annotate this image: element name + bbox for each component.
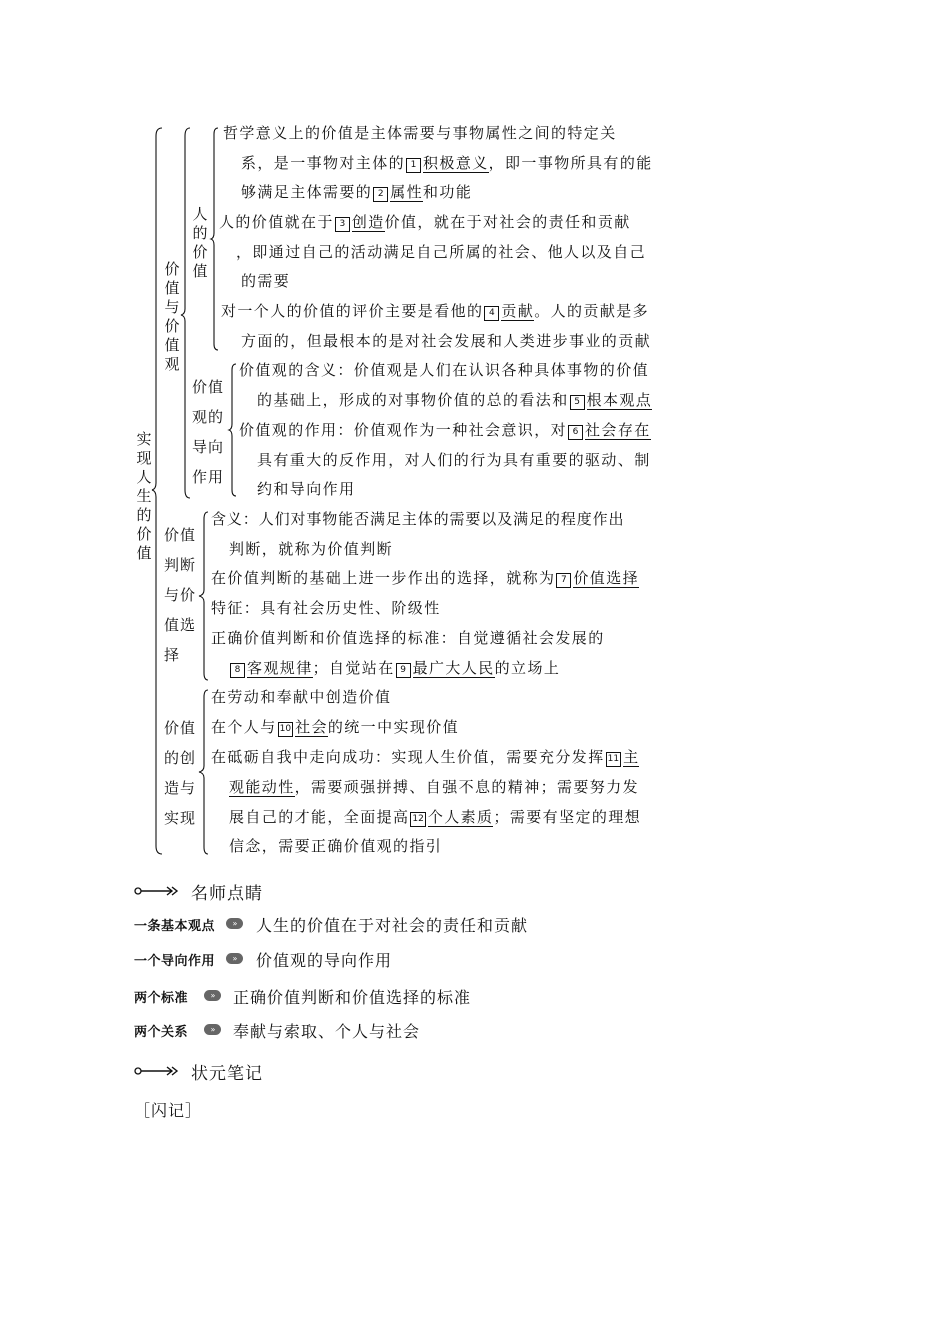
double-arrow-icon: » bbox=[226, 918, 243, 929]
subgroup2-brace bbox=[228, 364, 238, 496]
answer-value-choice: 价值选择 bbox=[573, 569, 640, 587]
line-20: 在劳动和奉献中创造价值 bbox=[211, 688, 392, 706]
blank-number-9: 9 bbox=[396, 663, 411, 678]
blank-number-10: 10 bbox=[278, 722, 293, 737]
line-21: 在个人与 10 社会的统一中实现价值 bbox=[211, 718, 460, 736]
root-label: 实现人生的价值 bbox=[136, 430, 152, 562]
answer-subjective-initiative-part2: 观能动性 bbox=[229, 778, 295, 796]
summary-key-1: 一条基本观点 bbox=[134, 919, 216, 934]
line-6: 的需要 bbox=[241, 272, 291, 290]
group1-brace bbox=[180, 128, 192, 498]
line-8: 方面的，但最根本的是对社会发展和人类进步事业的贡献 bbox=[241, 332, 652, 350]
summary-value-2: 价值观的导向作用 bbox=[256, 951, 393, 970]
blank-number-11: 11 bbox=[606, 752, 621, 767]
answer-objective-law: 客观规律 bbox=[247, 659, 313, 677]
blank-number-3: 3 bbox=[335, 217, 350, 232]
blank-number-2: 2 bbox=[373, 187, 388, 202]
summary-key-3: 两个标准 bbox=[134, 991, 189, 1006]
arrow-bullet-icon bbox=[134, 882, 180, 901]
double-arrow-icon: » bbox=[226, 953, 243, 964]
blank-number-7: 7 bbox=[556, 573, 571, 588]
answer-attribute: 属性 bbox=[390, 183, 424, 201]
line-24: 展自己的才能，全面提高 12 个人素质；需要有坚定的理想 bbox=[229, 808, 642, 826]
line-5: ，即通过自己的活动满足自己所属的社会、他人以及自己 bbox=[236, 243, 647, 261]
blank-number-12: 12 bbox=[410, 812, 425, 827]
answer-social-existence: 社会存在 bbox=[585, 421, 651, 439]
line-25: 信念，需要正确价值观的指引 bbox=[229, 837, 443, 855]
double-arrow-icon: » bbox=[204, 1024, 221, 1035]
line-9: 价值观的含义：价值观是人们在认识各种具体事物的价值 bbox=[239, 361, 650, 379]
blank-number-4: 4 bbox=[484, 306, 499, 321]
line-22: 在砥砺自我中走向成功：实现人生价值，需要充分发挥 11 主 bbox=[211, 748, 640, 766]
subgroup1-brace bbox=[210, 128, 220, 350]
line-1: 哲学意义上的价值是主体需要与事物属性之间的特定关 bbox=[223, 124, 617, 142]
line-10: 的基础上，形成的对事物价值的总的看法和 5 根本观点 bbox=[257, 391, 653, 409]
line-17: 特征：具有社会历史性、阶级性 bbox=[211, 599, 441, 617]
answer-basic-view: 根本观点 bbox=[586, 391, 653, 409]
group-label-creation-realization: 价值 的创 造与 实现 bbox=[164, 719, 197, 827]
line-16: 在价值判断的基础上进一步作出的选择，就称为 7 价值选择 bbox=[211, 569, 640, 587]
line-19: 8 客观规律；自觉站在 9 最广大人民的立场上 bbox=[229, 657, 560, 679]
section-title-top-scholar-notes: 状元笔记 bbox=[191, 1064, 263, 1084]
summary-value-3: 正确价值判断和价值选择的标准 bbox=[233, 988, 472, 1007]
answer-broad-masses: 最广大人民 bbox=[412, 659, 495, 677]
note-label: ［闪记］ bbox=[134, 1101, 203, 1120]
double-arrow-icon: » bbox=[204, 990, 221, 1001]
line-7: 对一个人的价值的评价主要是看他的 4 贡献。人的贡献是多 bbox=[221, 302, 650, 320]
arrow-bullet-icon bbox=[134, 1062, 180, 1081]
line-18: 正确价值判断和价值选择的标准：自觉遵循社会发展的 bbox=[211, 629, 605, 647]
line-23: 观能动性，需要顽强拼搏、自强不息的精神；需要努力发 bbox=[229, 778, 640, 796]
line-11: 价值观的作用：价值观作为一种社会意识，对 6 社会存在 bbox=[239, 421, 651, 439]
subgroup-label-values-guidance: 价值 观的 导向 作用 bbox=[192, 378, 225, 486]
summary-value-4: 奉献与索取、个人与社会 bbox=[233, 1022, 421, 1041]
blank-number-1: 1 bbox=[406, 158, 421, 173]
line-14: 含义：人们对事物能否满足主体的需要以及满足的程度作出 bbox=[211, 510, 625, 528]
line-12: 具有重大的反作用，对人们的行为具有重要的驱动、制 bbox=[257, 451, 651, 469]
section-title-teacher-tips: 名师点睛 bbox=[191, 884, 263, 904]
answer-positive-meaning: 积极意义 bbox=[423, 154, 489, 172]
answer-contribution: 贡献 bbox=[501, 302, 535, 320]
line-13: 约和导向作用 bbox=[257, 480, 356, 498]
answer-society: 社会 bbox=[295, 718, 328, 736]
summary-key-2: 一个导向作用 bbox=[134, 954, 216, 969]
line-4: 人的价值就在于 3 创造价值，就在于对社会的责任和贡献 bbox=[219, 213, 631, 231]
group3-brace bbox=[198, 690, 210, 854]
answer-subjective-initiative-part1: 主 bbox=[623, 748, 640, 766]
line-2: 系，是一事物对主体的 1 积极意义，即一事物所具有的能 bbox=[241, 154, 653, 172]
summary-value-1: 人生的价值在于对社会的责任和贡献 bbox=[256, 916, 529, 935]
group-label-judgment-choice: 价值 判断 与价 值选 择 bbox=[164, 526, 197, 664]
blank-number-8: 8 bbox=[230, 663, 245, 678]
group2-brace bbox=[198, 512, 210, 680]
blank-number-5: 5 bbox=[570, 395, 585, 410]
answer-personal-quality: 个人素质 bbox=[427, 808, 494, 826]
line-15: 判断，就称为价值判断 bbox=[229, 540, 394, 558]
line-3: 够满足主体需要的 2 属性和功能 bbox=[241, 183, 473, 201]
blank-number-6: 6 bbox=[568, 425, 583, 440]
summary-key-4: 两个关系 bbox=[134, 1025, 189, 1040]
subgroup-label-human-value: 人的价值 bbox=[192, 205, 208, 280]
answer-create: 创造 bbox=[351, 213, 385, 231]
group-label-value-and-values: 价值与价值观 bbox=[164, 260, 180, 373]
